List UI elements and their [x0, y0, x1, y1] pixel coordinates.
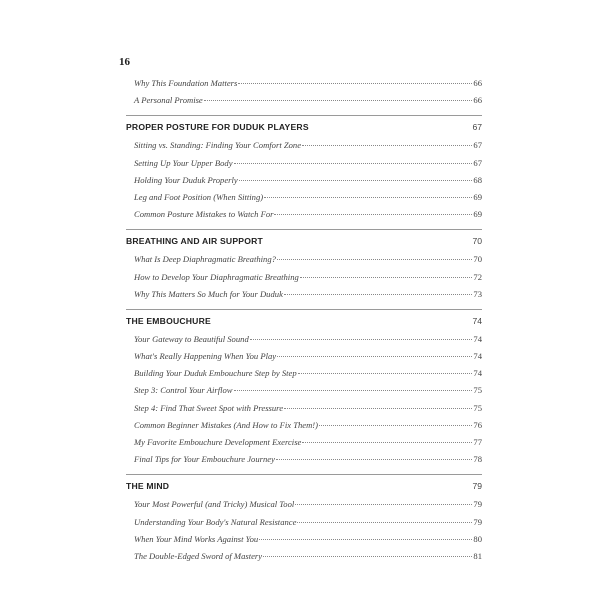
- toc-entry[interactable]: [126, 78, 482, 95]
- chapter-title: BREATHING AND AIR SUPPORT: [126, 236, 263, 247]
- dot-leader: [204, 100, 473, 101]
- toc-entry[interactable]: [126, 272, 482, 289]
- entry-page-number: 80: [473, 533, 482, 544]
- dot-leader: [277, 356, 472, 357]
- entry-title: A Personal Promise: [134, 95, 203, 106]
- entry-title: Step 3: Control Your Airflow: [134, 385, 233, 396]
- dot-leader: [298, 373, 473, 374]
- page-number: 16: [119, 56, 130, 68]
- entry-title: My Favorite Embouchure Development Exercise: [134, 437, 302, 447]
- entry-title: Common Beginner Mistakes (And How to Fix Them!): [134, 419, 319, 430]
- dot-leader: [277, 259, 472, 260]
- toc-entry[interactable]: [126, 368, 482, 385]
- toc-entry[interactable]: [126, 403, 482, 420]
- dot-leader: [274, 214, 472, 215]
- chapter-page-number: 79: [472, 481, 482, 492]
- entry-title: Your Gateway to Beautiful Sound: [134, 333, 249, 344]
- entry-page-number: 66: [473, 95, 482, 106]
- entry-page-number: 79: [473, 499, 482, 510]
- dot-leader: [234, 163, 473, 164]
- entry-page-number: 75: [473, 402, 482, 413]
- entry-page-number: 67: [473, 157, 482, 168]
- entry-title: What Is Deep Diaphragmatic Breathing?: [134, 254, 276, 265]
- entry-page-number: 81: [473, 550, 482, 561]
- toc-entry[interactable]: [126, 351, 482, 368]
- chapter-page-number: 70: [472, 236, 482, 247]
- entry-title: What's Really Happening When You Play: [134, 351, 277, 362]
- entry-title: Your Most Powerful (and Tricky) Musical Tool: [134, 499, 295, 510]
- toc-chapter-heading[interactable]: [126, 229, 482, 252]
- entry-page-number: 75: [473, 385, 482, 396]
- toc-entry[interactable]: [126, 175, 482, 192]
- entry-page-number: 74: [473, 351, 482, 362]
- toc-entry[interactable]: [126, 534, 482, 551]
- toc-entry[interactable]: [126, 140, 482, 157]
- toc-entry[interactable]: [126, 517, 482, 534]
- entry-page-number: 72: [473, 271, 482, 282]
- entry-page-number: 76: [473, 419, 482, 430]
- entry-title: The Double-Edged Sword of Mastery: [134, 550, 263, 561]
- dot-leader: [319, 425, 472, 426]
- entry-title: Holding Your Duduk Properly: [134, 174, 238, 185]
- entry-page-number: 68: [473, 174, 482, 185]
- toc-entry[interactable]: [126, 454, 482, 471]
- dot-leader: [302, 442, 472, 443]
- dot-leader: [276, 459, 472, 460]
- toc-entry[interactable]: [126, 95, 482, 112]
- entry-page-number: 74: [473, 368, 482, 379]
- dot-leader: [302, 145, 472, 146]
- entry-page-number: 70: [473, 254, 482, 265]
- chapter-title: THE MIND: [126, 481, 170, 492]
- entry-title: Why This Matters So Much for Your Duduk: [134, 288, 283, 299]
- dot-leader: [297, 522, 472, 523]
- toc-chapter-heading[interactable]: [126, 474, 482, 497]
- entry-title: Building Your Duduk Embouchure Step by Step: [134, 368, 297, 379]
- dot-leader: [295, 504, 472, 505]
- dot-leader: [264, 197, 472, 198]
- entry-page-number: 69: [473, 191, 482, 202]
- toc-chapter-heading[interactable]: [126, 309, 482, 332]
- dot-leader: [284, 408, 472, 409]
- toc-entry[interactable]: [126, 385, 482, 402]
- entry-title: When Your Mind Works Against You: [134, 533, 259, 544]
- toc-chapter-heading[interactable]: [126, 115, 482, 138]
- entry-page-number: 79: [473, 516, 482, 527]
- entry-page-number: 77: [473, 437, 482, 447]
- entry-title: Understanding Your Body's Natural Resistance: [134, 516, 297, 527]
- entry-page-number: 74: [473, 333, 482, 344]
- toc-entry[interactable]: [126, 192, 482, 209]
- toc-entry[interactable]: [126, 334, 482, 351]
- entry-title: How to Develop Your Diaphragmatic Breathing: [134, 271, 299, 282]
- entry-page-number: 78: [473, 454, 482, 465]
- toc-entry[interactable]: [126, 254, 482, 271]
- entry-title: Setting Up Your Upper Body: [134, 157, 233, 168]
- toc-entry[interactable]: [126, 499, 482, 516]
- entry-page-number: 66: [473, 78, 482, 88]
- dot-leader: [263, 556, 472, 557]
- entry-title: Final Tips for Your Embouchure Journey: [134, 454, 275, 465]
- toc-entry[interactable]: [126, 420, 482, 437]
- toc-entry[interactable]: [126, 437, 482, 454]
- entry-title: Step 4: Find That Sweet Spot with Pressure: [134, 402, 284, 413]
- entry-page-number: 69: [473, 209, 482, 220]
- chapter-title: PROPER POSTURE FOR DUDUK PLAYERS: [126, 122, 309, 133]
- entry-page-number: 73: [473, 288, 482, 299]
- dot-leader: [238, 83, 472, 84]
- toc-entry[interactable]: [126, 158, 482, 175]
- chapter-title: THE EMBOUCHURE: [126, 315, 211, 326]
- entry-title: Sitting vs. Standing: Finding Your Comfort Zone: [134, 140, 302, 151]
- entry-title: Why This Foundation Matters: [134, 78, 238, 88]
- toc-entry[interactable]: [126, 551, 482, 568]
- dot-leader: [234, 390, 473, 391]
- entry-page-number: 67: [473, 140, 482, 151]
- toc-entry[interactable]: [126, 289, 482, 306]
- toc-entry[interactable]: [126, 209, 482, 226]
- chapter-page-number: 67: [472, 122, 482, 133]
- table-of-contents: [126, 78, 482, 568]
- dot-leader: [284, 294, 473, 295]
- entry-title: Leg and Foot Position (When Sitting): [134, 191, 264, 202]
- dot-leader: [300, 277, 473, 278]
- dot-leader: [239, 180, 473, 181]
- dot-leader: [250, 339, 473, 340]
- dot-leader: [259, 539, 472, 540]
- entry-title: Common Posture Mistakes to Watch For: [134, 209, 274, 220]
- chapter-page-number: 74: [472, 315, 482, 326]
